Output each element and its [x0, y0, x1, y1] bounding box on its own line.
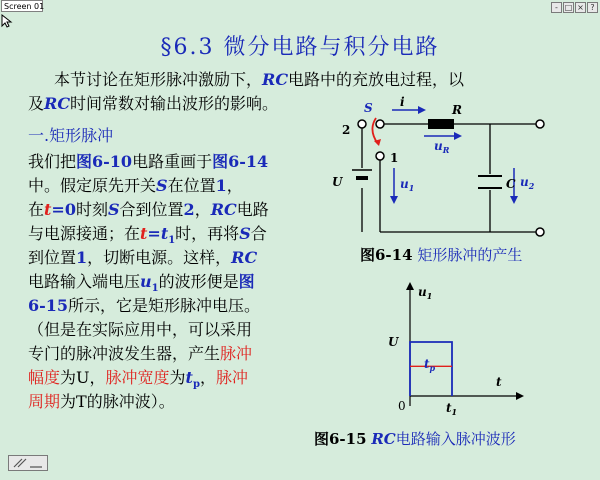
body-line-7: 6-15所示，它是矩形脉冲电压。 — [28, 296, 261, 315]
tp-label: $t_p$ — [424, 357, 436, 373]
u2-label: $u_2$ — [520, 175, 535, 191]
switch-label: S — [364, 101, 373, 115]
resistor-symbol — [428, 119, 454, 129]
intro-line-1: 本节讨论在矩形脉冲激励下，RC电路中的充放电过程，以 — [54, 70, 465, 89]
battery-symbol — [352, 170, 372, 178]
body-line-3: 在t=0时刻S合到位置2，RC电路 — [28, 200, 269, 219]
origin-label: 0 — [398, 399, 406, 413]
source-label: U — [332, 175, 343, 189]
position-1-label: 1 — [390, 151, 399, 165]
maximize-button[interactable]: □ — [564, 3, 573, 12]
body-line-5: 到位置1，切断电源。这样，RC — [28, 248, 258, 267]
capacitor-symbol — [478, 176, 502, 188]
screen-label: Screen 01 — [1, 0, 43, 12]
ur-label: $u_R$ — [434, 139, 450, 155]
section-heading: 一.矩形脉冲 — [28, 126, 114, 145]
slide-nav-icon[interactable] — [8, 455, 48, 471]
close-button[interactable]: × — [575, 2, 586, 13]
help-button[interactable]: ? — [587, 2, 598, 13]
amplitude-label: U — [388, 335, 399, 349]
body-line-2: 中。假定原先开关S在位置1， — [28, 176, 243, 195]
intro-line-2: 及RC时间常数对输出波形的影响。 — [28, 94, 279, 113]
body-line-6: 电路输入端电压$u_1$的波形便是图 — [28, 272, 255, 295]
body-line-9: 专门的脉冲波发生器，产生脉冲 — [28, 344, 253, 363]
cursor-icon — [0, 14, 14, 28]
minimize-button[interactable]: - — [551, 2, 562, 13]
body-line-10: 幅度为U，脉冲宽度为$t_p$，脉冲 — [28, 368, 248, 391]
pulse-waveform-chart — [380, 282, 530, 422]
position-2-label: 2 — [342, 123, 351, 137]
u1-label: $u_1$ — [400, 177, 415, 193]
rc-circuit-diagram — [330, 96, 550, 246]
body-line-4: 与电源接通；在$t=t_1$时，再将S合 — [28, 224, 267, 247]
page-title: §6.3 微分电路与积分电路 — [160, 35, 440, 60]
capacitor-label: C — [506, 177, 516, 191]
t1-tick-label: $t_1$ — [446, 401, 458, 417]
window-controls — [551, 2, 598, 13]
x-axis-label: t — [496, 375, 502, 389]
y-axis-label: $u_1$ — [418, 285, 433, 301]
fig15-caption: 图6-15 RC电路输入脉冲波形 — [314, 430, 516, 448]
current-label: i — [400, 96, 405, 109]
resistor-label: R — [452, 103, 462, 117]
fig14-caption: 图6-14 矩形脉冲的产生 — [360, 246, 523, 264]
body-line-1: 我们把图6-10电路重画于图6-14 — [28, 152, 269, 171]
body-line-8: （但是在实际应用中，可以采用 — [28, 320, 253, 339]
body-line-11: 周期为T的脉冲波）。 — [28, 392, 175, 411]
